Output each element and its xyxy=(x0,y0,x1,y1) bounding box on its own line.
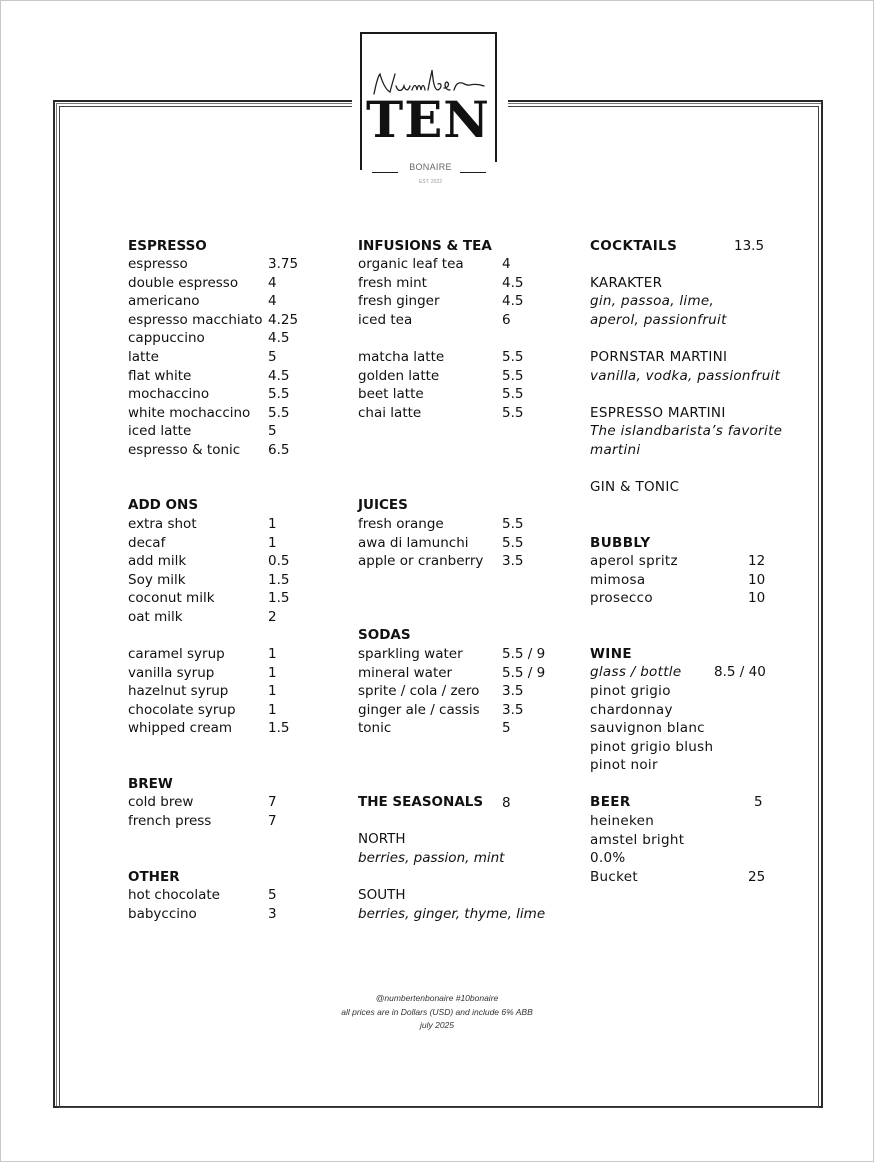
espresso-item-price: 4.5 xyxy=(268,330,290,346)
brew-item-name: cold brew xyxy=(128,794,194,810)
sodas-item-price: 3.5 xyxy=(502,683,524,699)
addons-heading: ADD ONS xyxy=(128,497,199,513)
addons-item-name: decaf xyxy=(128,535,166,551)
infusions-item-name: fresh mint xyxy=(358,275,427,291)
infusions-item-price: 5.5 xyxy=(502,368,524,384)
juices-item-price: 3.5 xyxy=(502,553,524,569)
addons-item-price: 1 xyxy=(268,535,277,551)
espresso-item-name: espresso xyxy=(128,256,188,272)
espresso-item-price: 4 xyxy=(268,293,277,309)
logo-est: EST. 2022 xyxy=(418,179,443,185)
espresso-item-price: 4.25 xyxy=(268,312,299,328)
cocktails-price: 13.5 xyxy=(734,238,765,254)
addons-item-price: 2 xyxy=(268,609,277,625)
espresso-item-name: mochaccino xyxy=(128,386,210,402)
infusions-item-name: beet latte xyxy=(358,386,424,402)
seasonal-south-desc: berries, ginger, thyme, lime xyxy=(358,906,546,922)
espresso-item-name: flat white xyxy=(128,368,192,384)
wine-item-name: pinot grigio blush xyxy=(590,739,714,755)
seasonals-heading: THE SEASONALS xyxy=(358,794,484,810)
espresso-item-price: 4.5 xyxy=(268,368,290,384)
espresso-item-price: 4 xyxy=(268,275,277,291)
wine-price: 8.5 / 40 xyxy=(714,664,766,680)
footer-date: july 2025 xyxy=(419,1020,455,1030)
addons-item-price: 1 xyxy=(268,683,277,699)
cocktail-pornstar-desc: vanilla, vodka, passionfruit xyxy=(590,368,781,384)
espresso-item-name: cappuccino xyxy=(128,330,205,346)
wine-item-name: sauvignon blanc xyxy=(590,720,705,736)
infusions-item-name: golden latte xyxy=(358,368,440,384)
cocktail-espresso-martini-desc-1: The islandbarista’s favorite xyxy=(590,423,783,439)
seasonal-north-desc: berries, passion, mint xyxy=(358,850,505,866)
sodas-item-price: 5.5 / 9 xyxy=(502,646,546,662)
beer-item-name: heineken xyxy=(590,813,655,829)
wine-heading: WINE xyxy=(590,646,633,662)
beer-item-name: 0.0% xyxy=(590,850,626,866)
espresso-item-name: latte xyxy=(128,349,159,365)
wine-item-name: chardonnay xyxy=(590,702,673,718)
espresso-item-name: double espresso xyxy=(128,275,239,291)
bubbly-heading: BUBBLY xyxy=(590,535,651,551)
infusions-item-name: matcha latte xyxy=(358,349,445,365)
infusions-item-price: 4.5 xyxy=(502,275,524,291)
addons-item-price: 1.5 xyxy=(268,572,290,588)
cocktail-espresso-martini-name: ESPRESSO MARTINI xyxy=(590,405,726,421)
addons-item-name: vanilla syrup xyxy=(128,665,215,681)
infusions-item-price: 5.5 xyxy=(502,349,524,365)
addons-item-name: extra shot xyxy=(128,516,197,532)
other-item-name: hot chocolate xyxy=(128,887,220,903)
addons-item-name: hazelnut syrup xyxy=(128,683,229,699)
bubbly-item-name: mimosa xyxy=(590,572,646,588)
beer-item-name: amstel bright xyxy=(590,832,685,848)
addons-item-name: oat milk xyxy=(128,609,183,625)
infusions-item-price: 4.5 xyxy=(502,293,524,309)
infusions-item-name: organic leaf tea xyxy=(358,256,464,272)
sodas-item-name: mineral water xyxy=(358,665,453,681)
addons-item-name: chocolate syrup xyxy=(128,702,236,718)
brew-item-name: french press xyxy=(128,813,212,829)
logo-location: BONAIRE xyxy=(362,162,499,172)
juices-item-price: 5.5 xyxy=(502,516,524,532)
addons-item-price: 1 xyxy=(268,516,277,532)
cocktail-gin-tonic-name: GIN & TONIC xyxy=(590,479,680,495)
bubbly-item-name: prosecco xyxy=(590,590,653,606)
espresso-item-price: 5 xyxy=(268,349,277,365)
addons-item-name: caramel syrup xyxy=(128,646,225,662)
espresso-item-price: 6.5 xyxy=(268,442,290,458)
beer-price: 5 xyxy=(754,794,763,810)
infusions-item-price: 4 xyxy=(502,256,511,272)
espresso-item-name: espresso macchiato xyxy=(128,312,263,328)
infusions-item-price: 6 xyxy=(502,312,511,328)
beer-item-price: 25 xyxy=(748,869,766,885)
cocktail-espresso-martini-desc-2: martini xyxy=(590,442,641,458)
logo-wordmark: TEN xyxy=(365,90,491,149)
cocktail-karakter-desc-1: gin, passoa, lime, xyxy=(590,293,715,309)
espresso-item-name: iced latte xyxy=(128,423,192,439)
cocktail-karakter-name: KARAKTER xyxy=(590,275,663,291)
addons-item-name: whipped cream xyxy=(128,720,233,736)
brew-item-price: 7 xyxy=(268,813,277,829)
sodas-item-price: 5 xyxy=(502,720,511,736)
addons-item-price: 1 xyxy=(268,702,277,718)
addons-item-name: add milk xyxy=(128,553,187,569)
cocktail-karakter-desc-2: aperol, passionfruit xyxy=(590,312,727,328)
juices-item-name: apple or cranberry xyxy=(358,553,484,569)
espresso-item-name: americano xyxy=(128,293,200,309)
juices-item-name: awa di lamunchi xyxy=(358,535,469,551)
addons-item-name: coconut milk xyxy=(128,590,215,606)
espresso-item-name: white mochaccino xyxy=(128,405,251,421)
espresso-item-price: 5 xyxy=(268,423,277,439)
sodas-item-name: sparkling water xyxy=(358,646,463,662)
beer-item-name: Bucket xyxy=(590,869,638,885)
addons-item-name: Soy milk xyxy=(128,572,186,588)
bubbly-item-name: aperol spritz xyxy=(590,553,678,569)
addons-item-price: 1.5 xyxy=(268,720,290,736)
other-item-name: babyccino xyxy=(128,906,197,922)
wine-item-name: pinot noir xyxy=(590,757,658,773)
brew-heading: BREW xyxy=(128,776,173,792)
seasonal-north-name: NORTH xyxy=(358,831,406,847)
logo xyxy=(360,32,497,185)
infusions-heading: INFUSIONS & TEA xyxy=(358,238,492,254)
espresso-item-name: espresso & tonic xyxy=(128,442,241,458)
juices-heading: JUICES xyxy=(358,497,408,513)
infusions-item-name: iced tea xyxy=(358,312,413,328)
addons-item-price: 1 xyxy=(268,665,277,681)
bubbly-item-price: 10 xyxy=(748,590,766,606)
addons-item-price: 0.5 xyxy=(268,553,290,569)
sodas-item-price: 3.5 xyxy=(502,702,524,718)
cocktails-heading: COCKTAILS xyxy=(590,238,678,254)
juices-item-name: fresh orange xyxy=(358,516,444,532)
beer-heading: BEER xyxy=(590,794,631,810)
cocktail-pornstar-name: PORNSTAR MARTINI xyxy=(590,349,728,365)
espresso-item-price: 3.75 xyxy=(268,256,299,272)
other-item-price: 5 xyxy=(268,887,277,903)
juices-item-price: 5.5 xyxy=(502,535,524,551)
other-item-price: 3 xyxy=(268,906,277,922)
espresso-item-price: 5.5 xyxy=(268,405,290,421)
sodas-item-name: ginger ale / cassis xyxy=(358,702,480,718)
sodas-item-name: sprite / cola / zero xyxy=(358,683,480,699)
espresso-heading: ESPRESSO xyxy=(128,238,207,254)
footer-social: @numbertenbonaire #10bonaire xyxy=(375,993,499,1003)
infusions-item-price: 5.5 xyxy=(502,386,524,402)
espresso-item-price: 5.5 xyxy=(268,386,290,402)
wine-subheading: glass / bottle xyxy=(590,664,682,680)
infusions-item-name: chai latte xyxy=(358,405,422,421)
other-heading: OTHER xyxy=(128,869,180,885)
bubbly-item-price: 10 xyxy=(748,572,766,588)
footer-prices-note: all prices are in Dollars (USD) and include 6% ABB xyxy=(341,1007,533,1017)
wine-item-name: pinot grigio xyxy=(590,683,671,699)
addons-item-price: 1 xyxy=(268,646,277,662)
sodas-item-price: 5.5 / 9 xyxy=(502,665,546,681)
brew-item-price: 7 xyxy=(268,794,277,810)
bubbly-item-price: 12 xyxy=(748,553,766,569)
infusions-item-name: fresh ginger xyxy=(358,293,440,309)
seasonals-price: 8 xyxy=(502,795,511,811)
sodas-item-name: tonic xyxy=(358,720,392,736)
seasonal-south-name: SOUTH xyxy=(358,887,406,903)
addons-item-price: 1.5 xyxy=(268,590,290,606)
sodas-heading: SODAS xyxy=(358,627,411,643)
infusions-item-price: 5.5 xyxy=(502,405,524,421)
